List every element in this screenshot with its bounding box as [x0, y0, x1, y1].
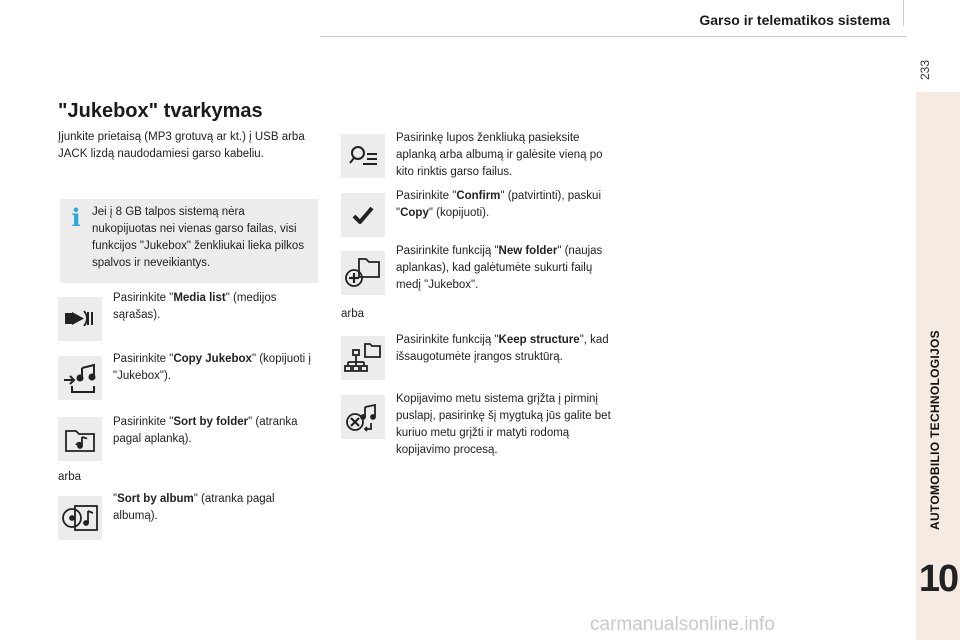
keep-structure-icon [341, 336, 385, 380]
sort-by-folder-icon [58, 417, 102, 461]
new-folder-icon [341, 251, 385, 295]
header-divider [903, 0, 904, 26]
page-number: 233 [918, 59, 932, 81]
chapter-label: AUTOMOBILIO TECHNOLOGIJOS [928, 330, 942, 530]
step-sort-by-folder: Pasirinkite "Sort by folder" (atranka pagal aplanką). [113, 416, 298, 445]
section-title: "Jukebox" tvarkymas [58, 100, 263, 122]
info-note-text: Jei į 8 GB talpos sistemą nėra nukopijuotas nei vienas garso failas, visi funkcijos "Jukebox" ženkliukai lieka pilkos spalvos ir neveikiantys. [92, 206, 305, 269]
step-sort-by-album: "Sort by album" (atranka pagal albumą). [113, 493, 275, 522]
chapter-number: 10 [918, 558, 958, 600]
watermark: carmanualsonline.info [590, 614, 775, 635]
header-rule [320, 36, 906, 37]
step-magnifier: Pasirinkę lupos ženkliuką pasieksite aplanką arba albumą ir galėsite vieną po kito rinktis garso failus. [396, 132, 603, 178]
magnifier-list-icon [341, 134, 385, 178]
info-icon: i [71, 203, 81, 232]
media-list-icon [58, 297, 102, 341]
step-confirm: Pasirinkite "Confirm" (patvirtinti), paskui "Copy" (kopijuoti). [396, 190, 602, 219]
step-copy-jukebox: Pasirinkite "Copy Jukebox" (kopijuoti į "Jukebox"). [113, 353, 311, 382]
info-note [60, 199, 318, 283]
header-title: Garso ir telematikos sistema [699, 12, 890, 28]
step-media-list: Pasirinkite "Media list" (medijos sąrašas). [113, 292, 277, 321]
copy-jukebox-icon [58, 356, 102, 400]
step-cancel-copy: Kopijavimo metu sistema grįžta į pirminį puslapį, pasirinkę šį mygtuką jūs galite bet kuriuo metu grįžti ir matyti rodomą kopijavimo procesą. [396, 393, 611, 456]
intro-text: Įjunkite prietaisą (MP3 grotuvą ar kt.) į USB arba JACK lizdą naudodamiesi garso kabeliu. [58, 131, 305, 160]
check-icon [341, 193, 385, 237]
right-or-separator: arba [341, 308, 365, 320]
step-keep-structure: Pasirinkite funkciją "Keep structure", kad išsaugotumėte įrangos struktūrą. [396, 334, 609, 363]
sort-by-album-icon [58, 496, 102, 540]
left-or-separator: arba [58, 471, 82, 483]
cancel-copy-icon [341, 395, 385, 439]
step-new-folder: Pasirinkite funkciją "New folder" (naujas aplankas), kad galėtumėte sukurti failų medį "Jukebox". [396, 245, 603, 291]
